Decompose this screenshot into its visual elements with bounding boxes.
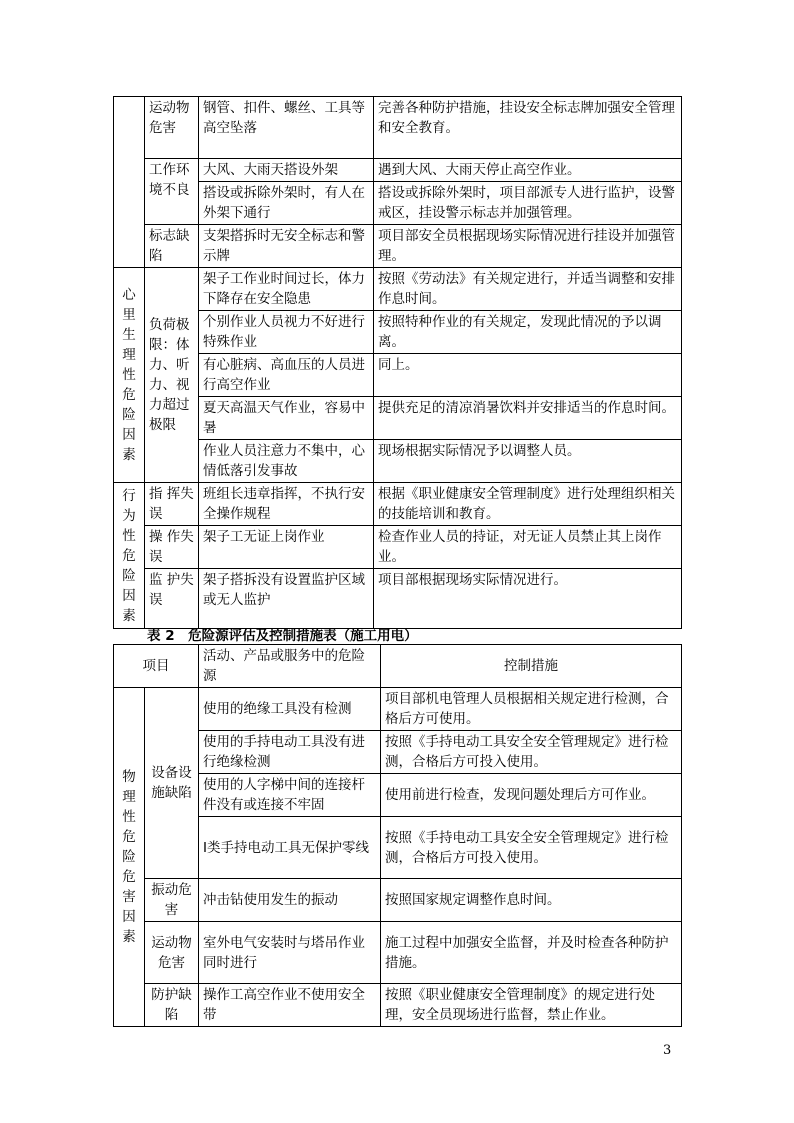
category-psych xyxy=(114,268,145,483)
hazard-table-2 xyxy=(113,644,682,1027)
subcat-sign: 标志缺陷 xyxy=(145,225,199,268)
measure-cell: 按照《劳动法》有关规定进行，并适当调整和安排作息时间。 xyxy=(374,268,682,311)
hazard-cell: Ⅰ类手持电动工具无保护零线 xyxy=(199,817,381,879)
measure-cell: 按照特种作业的有关规定，发现此情况的予以调离。 xyxy=(374,311,682,354)
subcat-command: 指 挥失误 xyxy=(145,483,199,526)
hazard-table-1 xyxy=(113,96,682,629)
measure-cell: 完善各种防护措施，挂设安全标志牌加强安全管理和安全教育。 xyxy=(374,97,682,159)
hazard-cell: 搭设或拆除外架时，有人在外架下通行 xyxy=(199,182,374,225)
measure-cell: 项目部根据现场实际情况进行。 xyxy=(374,569,682,629)
measure-cell: 施工过程中加强安全监督，并及时检查各种防护措施。 xyxy=(381,922,682,984)
header-item: 项目 xyxy=(114,645,199,688)
measure-cell: 遇到大风、大雨天停止高空作业。 xyxy=(374,159,682,182)
category-psych-label: 心里生理性危险因素 xyxy=(122,287,136,463)
subcat-operation: 操 作失误 xyxy=(145,526,199,569)
measure-cell: 使用前进行检查，发现问题处理后方可作业。 xyxy=(381,774,682,817)
subcat-motion: 运动物危害 xyxy=(145,97,199,159)
hazard-cell: 班组长违章指挥，不执行安全操作规程 xyxy=(199,483,374,526)
hazard-cell: 冲击钻使用发生的振动 xyxy=(199,879,381,922)
subcat-equipment: 设备设施缺陷 xyxy=(145,688,199,879)
measure-cell: 检查作业人员的持证，对无证人员禁止其上岗作业。 xyxy=(374,526,682,569)
hazard-cell: 钢管、扣件、螺丝、工具等高空坠落 xyxy=(199,97,374,159)
header-control: 控制措施 xyxy=(381,645,682,688)
hazard-cell: 使用的绝缘工具没有检测 xyxy=(199,688,381,731)
category-cell-blank xyxy=(114,97,145,268)
category-physical-label: 物理性危险危害因素 xyxy=(122,769,136,945)
measure-cell: 项目部安全员根据现场实际情况进行挂设并加强管理。 xyxy=(374,225,682,268)
measure-cell: 提供充足的清凉消暑饮料并安排适当的作息时间。 xyxy=(374,397,682,440)
category-behavior-label: 行为性危险因素 xyxy=(122,487,136,624)
subcat-vibration: 振动危害 xyxy=(145,879,199,922)
hazard-cell: 使用的手持电动工具没有进行绝缘检测 xyxy=(199,731,381,774)
hazard-cell: 夏天高温天气作业，容易中暑 xyxy=(199,397,374,440)
measure-cell: 同上。 xyxy=(374,354,682,397)
hazard-cell: 作业人员注意力不集中，心情低落引发事故 xyxy=(199,440,374,483)
subcat-motion: 运动物危害 xyxy=(145,922,199,984)
measure-cell: 项目部机电管理人员根据相关规定进行检测，合格后方可使用。 xyxy=(381,688,682,731)
hazard-cell: 室外电气安装时与塔吊作业同时进行 xyxy=(199,922,381,984)
subcat-load: 负荷极限：体力、听力、视力超过极限 xyxy=(145,268,199,483)
hazard-cell: 支架搭拆时无安全标志和警示牌 xyxy=(199,225,374,268)
hazard-cell: 使用的人字梯中间的连接杆件没有或连接不牢固 xyxy=(199,774,381,817)
subcat-protection: 防护缺陷 xyxy=(145,984,199,1027)
measure-cell: 按照国家规定调整作息时间。 xyxy=(381,879,682,922)
table-2-caption: 表 2 危险源评估及控制措施表（施工用电） xyxy=(147,628,418,644)
measure-cell: 搭设或拆除外架时，项目部派专人进行监护，设警戒区，挂设警示标志并加强管理。 xyxy=(374,182,682,225)
category-behavior xyxy=(114,483,145,629)
measure-cell: 按照《职业健康安全管理制度》的规定进行处理，安全员现场进行监督，禁止作业。 xyxy=(381,984,682,1027)
hazard-cell: 操作工高空作业不使用安全带 xyxy=(199,984,381,1027)
hazard-cell: 架子工无证上岗作业 xyxy=(199,526,374,569)
subcat-environment: 工作环境不良 xyxy=(145,159,199,225)
measure-cell: 按照《手持电动工具安全安全管理规定》进行检测，合格后方可投入使用。 xyxy=(381,817,682,879)
measure-cell: 按照《手持电动工具安全安全管理规定》进行检测，合格后方可投入使用。 xyxy=(381,731,682,774)
measure-cell: 根据《职业健康安全管理制度》进行处理组织相关的技能培训和教育。 xyxy=(374,483,682,526)
hazard-cell: 大风、大雨天搭设外架 xyxy=(199,159,374,182)
measure-cell: 现场根据实际情况予以调整人员。 xyxy=(374,440,682,483)
hazard-cell: 架子工作业时间过长，体力下降存在安全隐患 xyxy=(199,268,374,311)
hazard-cell: 架子搭拆没有设置监护区域或无人监护 xyxy=(199,569,374,629)
header-activity: 活动、产品或服务中的危险源 xyxy=(199,645,381,688)
category-physical xyxy=(114,688,145,1027)
page-number: 3 xyxy=(663,1043,672,1058)
subcat-supervision: 监 护失误 xyxy=(145,569,199,629)
hazard-cell: 个别作业人员视力不好进行特殊作业 xyxy=(199,311,374,354)
hazard-cell: 有心脏病、高血压的人员进行高空作业 xyxy=(199,354,374,397)
